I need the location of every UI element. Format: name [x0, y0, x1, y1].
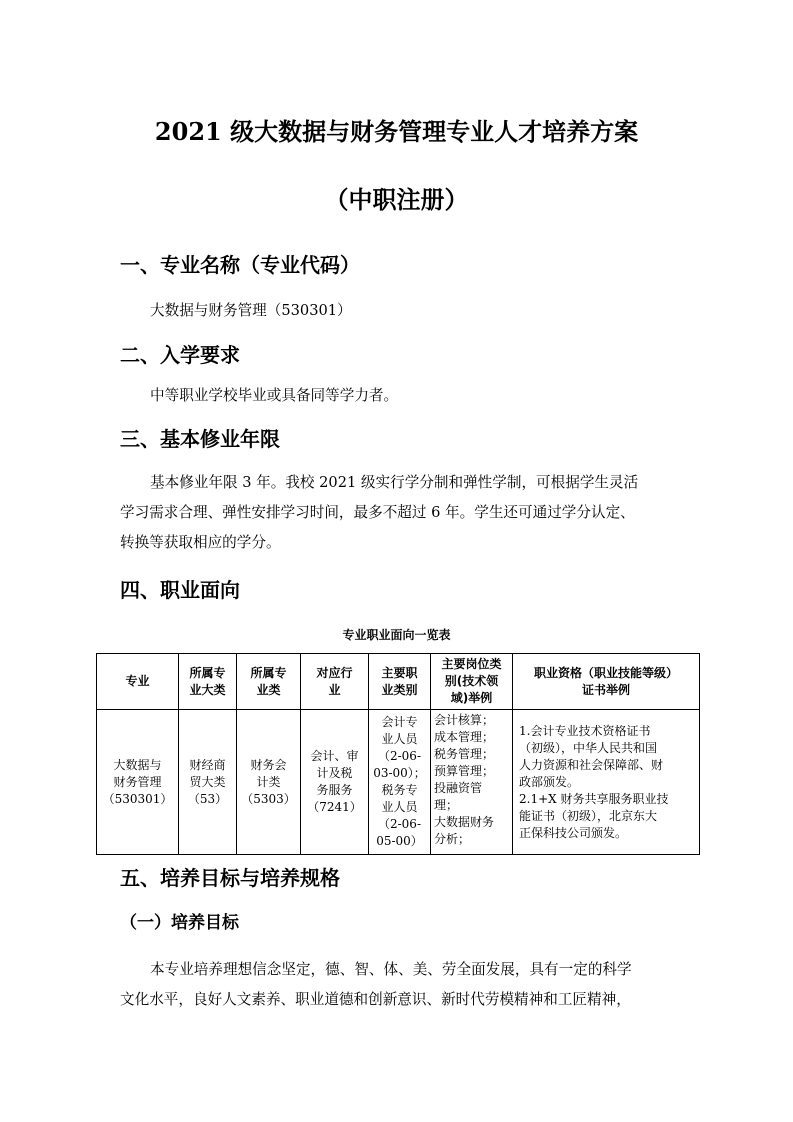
duration-line: 学习需求合理、弹性安排学习时间，最多不超过 6 年。学生还可通过学分认定、 — [120, 504, 635, 521]
header-industry: 对应行 业 — [301, 654, 369, 710]
header-subcategory: 所属专 业类 — [237, 654, 301, 710]
admission-text: 中等职业学校毕业或具备同等学力者。 — [150, 387, 399, 404]
major-name-text: 大数据与财务管理（530301） — [150, 302, 352, 319]
subsection-heading-goal: （一）培养目标 — [120, 913, 239, 933]
duration-line: 基本修业年限 3 年。我校 2021 级实行学分制和弹性学制，可根据学生灵活 — [150, 474, 639, 491]
document-subtitle: （中职注册） — [324, 185, 469, 214]
cell-certificates: 1.会计专业技术资格证书 （初级），中华人民共和国 人力资源和社会保障部、财 政部颁发。 2.1+X 财务共享服务职业技 能证书（初级），北京东大 正保科技公司颁发。 — [513, 710, 700, 855]
table-header-row — [97, 654, 700, 710]
table-caption: 专业职业面向一览表 — [342, 628, 451, 642]
header-occupation: 主要职 业类别 — [369, 654, 431, 710]
section-heading-admission: 二、入学要求 — [120, 343, 240, 367]
occupation-table — [96, 653, 700, 855]
section-heading-duration: 三、基本修业年限 — [120, 427, 280, 451]
goal-line: 本专业培养理想信念坚定，德、智、体、美、劳全面发展，具有一定的科学 — [150, 961, 632, 978]
goal-paragraph — [120, 955, 680, 1015]
duration-line: 转换等获取相应的学分。 — [120, 534, 281, 551]
cell-category: 财经商 贸大类 （53） — [179, 710, 237, 855]
header-category: 所属专 业大类 — [179, 654, 237, 710]
cell-occupation: 会计专 业人员 （2-06- 03-00）； 税务专 业人员 （2-06- 05-00） — [369, 710, 431, 855]
document-title: 2021 级大数据与财务管理专业人才培养方案 — [154, 117, 639, 146]
section-heading-major-name: 一、专业名称（专业代码） — [120, 253, 360, 277]
header-major: 专业 — [97, 654, 179, 710]
table-row — [97, 710, 700, 855]
header-certificates: 职业资格（职业技能等级） 证书举例 — [513, 654, 700, 710]
cell-subcategory: 财务会 计类 （5303） — [237, 710, 301, 855]
section-heading-objectives: 五、培养目标与培养规格 — [120, 866, 340, 890]
header-positions: 主要岗位类 别(技术领 域)举例 — [431, 654, 513, 710]
goal-line: 文化水平，良好人文素养、职业道德和创新意识、新时代劳模精神和工匠精神， — [120, 991, 631, 1008]
section-heading-occupation: 四、职业面向 — [120, 578, 240, 602]
cell-major: 大数据与 财务管理 （530301） — [97, 710, 179, 855]
cell-industry: 会计、审 计及税 务服务 （7241） — [301, 710, 369, 855]
duration-paragraph — [120, 468, 680, 558]
cell-positions: 会计核算； 成本管理； 税务管理； 预算管理； 投融资管 理； 大数据财务 分析； — [431, 710, 513, 855]
